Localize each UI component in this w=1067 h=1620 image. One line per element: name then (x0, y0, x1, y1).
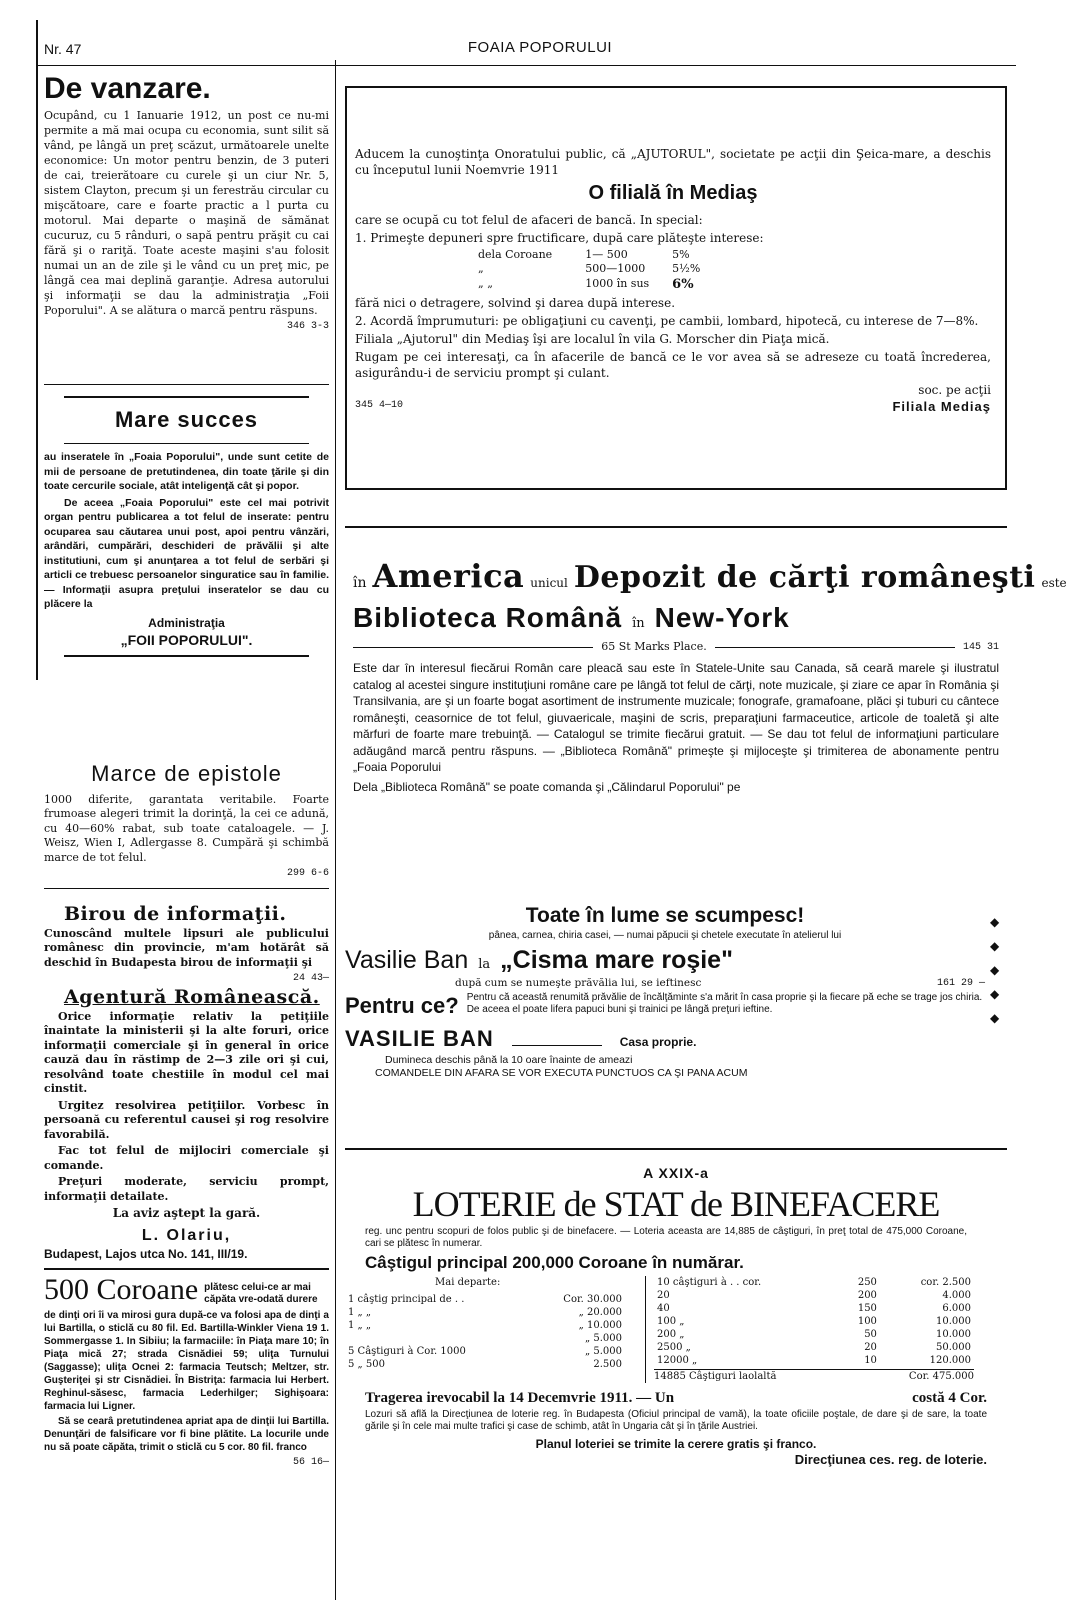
prize-cell: cor. 2.500 (920, 1277, 971, 1289)
coroane-side: plătesc celui-ce ar mai căpăta vre-odată durere (204, 1282, 318, 1305)
prize-cell: 250 (857, 1277, 877, 1289)
depozit-text: Depozit de cărţi româneşti (573, 560, 1036, 595)
loterie-info: Lozuri să află la Direcţiunea de loterie reg. în Budapesta (Oficiul principal de vamă), la toate oficiile poştale, de dare şi de sare, la toate gările şi în cele mai multe trafici şi case de schimb, atât în Ungaria cât şi în ţările Austriei. (365, 1408, 987, 1432)
coroane-body2: Să se cearâ pretutindenea apriat apa de dinţii lui Bartilla. Denunţări de falsificare vor fi bine plătite. La locurile unde nu să poate căpăta, trimit o sticlă cu 5 cor. 80 fil. franco (44, 1416, 329, 1453)
prize-cell: Cor. 30.000 (563, 1294, 622, 1306)
coroane-ad (44, 1274, 329, 1469)
birou-ref: 24 43— (292, 973, 329, 985)
cell: 5% (672, 248, 690, 261)
prize-cell: 40 (657, 1303, 670, 1315)
loterie-plan: Planul loteriei se trimite la cerere gratis şi franco. (535, 1436, 817, 1451)
cell: „ (478, 262, 484, 276)
ajutorul-headline: O filială în Mediaş (588, 182, 758, 204)
vasilie-ban-caps: VASILIE BAN (345, 1026, 494, 1052)
biblioteca-banner (353, 556, 1067, 598)
loterie-cost: costă 4 Cor. (912, 1390, 987, 1407)
ajutorul-item1: 1. Primeşte depuneri spre fructificare, după care plăteşte interese: (355, 231, 764, 245)
prize-cell: 10.000 (936, 1329, 971, 1341)
birou-ad (44, 902, 329, 1262)
diamond-ornaments (990, 910, 999, 1030)
pentru-ce: Pentru ce? (345, 993, 459, 1019)
interest-table (475, 248, 703, 293)
diamond-icon: ◆ (990, 939, 1000, 953)
ajutorul-item2: 2. Acordă împrumuturi: pe obligaţiuni cu cavenţi, pe cambii, lombard, hipotecă, cu interese de 7—8%. (355, 314, 979, 329)
cell: 1000 în sus (585, 276, 650, 290)
mare-succes-p2: De aceea „Foaia Poporului" este cel mai potrivit organ pentru publicarea a tot felul de inserate: pentru ocuparea sau căutarea unui post, apoi pentru vânzări, arândări, cumpărări, deschideri de prăvălii şi alte institutiuni, cum şi anunţarea a tot felul de serbări şi articli ce trebuesc persoanelor singuratice sau în familie. — Informaţii asupra preţului inseratelor se dau cu plăcere la (44, 496, 329, 610)
line (715, 647, 955, 648)
divider (345, 1148, 1007, 1150)
prize-cell: 6.000 (942, 1303, 971, 1315)
prize-row (654, 1328, 974, 1341)
diamond-icon: ◆ (990, 963, 1000, 977)
ajutorul-sig2: Filiala Mediaş (892, 399, 991, 415)
prize-cell: 200 (857, 1290, 877, 1302)
de-vanzare-ad (44, 72, 329, 333)
prize-cell: 120.000 (929, 1355, 971, 1367)
ajutorul-line2: care se ocupă cu tot felul de afaceri de bancă. In special: (355, 213, 703, 227)
marce-ref: 299 6-6 (286, 868, 329, 880)
scumpesc-line3: Pentru că această renumită prăvălie de încălţăminte s'a mărit în casa proprie şi la fiecare pă eche se trage jos chiria. De aceea el poate lifera papuci buni şi trainici pe lângă preţuri ieftine. (466, 992, 983, 1016)
loterie-left (345, 1276, 635, 1383)
prize-cell: „ 5.000 (585, 1346, 622, 1358)
birou-p1: Cunoscând multele lipsuri ale publicului românesc din provincie, m'am hotărât să deschid în Budapesta birou de informaţii şi (44, 926, 329, 969)
mare-succes-title: Mare succes (114, 407, 259, 432)
loterie-top: A XXIX-a (643, 1165, 709, 1181)
birou-p5: Preţuri moderate, serviciu prompt, informaţii detailate. (44, 1175, 329, 1203)
birou-name: L. Olariu, (141, 1226, 232, 1244)
birou-p6: La aviz aştept la gară. (112, 1206, 261, 1221)
mare-succes-admin1: Administraţia (148, 615, 225, 630)
ajutorul-ref: 345 4—10 (355, 400, 404, 412)
prize-cell: 200 „ (657, 1329, 685, 1341)
prize-row (345, 1332, 625, 1345)
coroane-header (44, 1274, 329, 1306)
marce-body: 1000 diferite, garantata veritabile. Foarte frumoase alegeri trimit la dorinţă, la cei ce adună, cu 40—60% rabat, sub toate cataloagele. — J. Weisz, Wien I, Adlergasse 8. Cumpără şi schimbă marce de tot felul. (44, 792, 329, 864)
ajutorul-line5: Rugam pe cei interesaţi, ca în afacerile de bancă ce le vor avea să se adreseze cu toată încrederea, asigurându-i de serviciu prompt şi culant. (355, 350, 991, 381)
prize-cell: 50.000 (936, 1342, 971, 1354)
prize-row (654, 1315, 974, 1328)
prize-cell: 100 „ (657, 1316, 685, 1328)
divider (44, 888, 329, 889)
prize-cell: „ 10.000 (578, 1320, 622, 1332)
de-vanzare-title: De vanzare. (44, 72, 211, 105)
prize-cell: 5 „ 500 (348, 1359, 385, 1371)
cell: 5½% (672, 262, 701, 276)
column-rule (335, 60, 336, 1600)
prize-row (654, 1302, 974, 1315)
in-text: în (353, 575, 367, 591)
left-prize-table (345, 1293, 625, 1371)
cell: „ „ (478, 276, 493, 290)
loterie-draw: Tragerea irevocabil la 14 Decemvrie 1911. — Un (365, 1390, 675, 1407)
prize-cell: 10 câştiguri à . . cor. (657, 1277, 762, 1289)
de-vanzare-ref: 346 3-3 (286, 321, 329, 332)
biblioteca-ad (345, 526, 1067, 886)
america-text: America (372, 557, 525, 595)
biblioteca-title-row (353, 600, 999, 636)
prize-cell: 50 (864, 1329, 877, 1341)
birou-p3: Urgitez resolvirea petiţiilor. Vorbesc în persoană cu referentul causei şi rog resolvire favorabilă. (44, 1098, 329, 1141)
scumpesc-name2-row (345, 1025, 985, 1054)
biblioteca-body: Este dar în interesul fiecărui Român care pleacă sau este în Statele-Unite sau Canada, să ceară marele şi ilustratul catalog al acestei singure instituţiuni române care pe lângă tot felul de cărţi, note muzicale, şi ziare ce apar în România şi Transilvania, are şi un foarte bogat asortiment de instrumente muzicale; fonografe, gramafoane, plăci şi tuburi cu cântece româneşti, ceasornice de tot felul, giuvaericale, maşini de scris, preparaţiuni farmaceutice, articole de toaletă şi alte mărfuri de foarte mare trebuinţă. — Catalogul se trimite fiecărui gratuit. — Se dau tot felul de informaţiuni particulare adăugând marcă pentru răspuns. — „Biblioteca Română" primeşte şi mijloceşte şi trimiterea de abonamente pentru „Foaia Poporului (353, 661, 999, 775)
mare-succes-ad (44, 396, 329, 657)
scumpesc-line4: Dumineca deschis până la 10 oare înainte de ameazi (385, 1053, 633, 1066)
right-prize-table (654, 1276, 974, 1367)
coroane-big: 500 Coroane (44, 1273, 199, 1306)
scumpesc-pentru-row (345, 992, 985, 1021)
coroane-ref: 56 16— (292, 1457, 329, 1468)
prize-cell (345, 1332, 529, 1345)
prize-cell: 10 (864, 1355, 877, 1367)
mare-succes-header (64, 396, 309, 444)
prize-row (345, 1306, 625, 1319)
cell: 1— 500 (585, 248, 628, 261)
scumpesc-line2: după cum se numeşte prăvălia lui, se ieftinesc (455, 976, 702, 989)
cell: 500—1000 (585, 262, 646, 276)
birou-title2: Agentură Românească. (64, 986, 320, 1009)
scumpesc-title: Toate în lume se scumpesc! (525, 904, 805, 927)
birou-title: Birou de informaţii. (64, 903, 287, 925)
page-number: Nr. 47 (44, 41, 82, 57)
prize-cell: 10.000 (936, 1316, 971, 1328)
line (353, 647, 593, 648)
scumpesc-ref: 161 29 — (936, 977, 985, 989)
prize-cell: 5 Câştiguri à Cor. 1000 (348, 1346, 466, 1358)
diamond-icon: ◆ (990, 915, 1000, 929)
prize-row (654, 1289, 974, 1302)
casa-proprie: Casa proprie. (619, 1035, 697, 1050)
total-label: 14885 Câştiguri laolaltă (654, 1371, 777, 1383)
mare-succes-admin2: „FOII POPORULUI". (120, 632, 253, 649)
prize-cell: 1 câştig principal de . . (348, 1294, 465, 1306)
mare-succes-p1: au inseratele în „Foaia Poporului", unde sunt cetite de mii de persoane de pretutindenea, din toate ţările şi din toate cercurile sociale, atât inteligenţă cât şi popor. (44, 451, 329, 492)
scumpesc-line2-row (345, 977, 985, 991)
prize-cell: 1 „ „ (348, 1307, 372, 1319)
biblioteca-last: Dela „Biblioteca Română" se poate comanda şi „Călindarul Poporului" pe (353, 779, 741, 794)
loterie-ad (345, 1164, 1007, 1469)
prize-cell: 2500 „ (657, 1342, 691, 1354)
ajutorul-intro: Aducem la cunoştinţa Onoratului public, că „AJUTORUL", societate pe acţii din Şeica-mare, a deschis cu începutul lunii Noemvrie 1911 (355, 147, 991, 177)
de-vanzare-body: Ocupând, cu 1 Ianuarie 1912, un post ce nu-mi permite a mă mai ocupa cu economia, sunt silit să vând, pe lângă un preţ scăzut, următoarele unelte economice: Un motor pentru benzin, de 3 puteri de cai, treierătoare cu curele şi un ciur Nr. 5, sistem Clayton, precum şi un ferestrău circular cu mişcătoare, care e foarte practic a l purta cu motorul. Mai departe o maşină de sămănat cucuruz, cu 5 rânduri, o sapă pentru prăşit cu cai fără şi o rariţă. Toate aceste maşini s'au folosit numai un an de zile şi le vând cu un preţ mic, pe lângă cea mai deplină garanţie. Adresa autorului şi informaţii se dau la administraţia „Foii Poporului". A se alătura o marcă pentru răspuns. (44, 109, 329, 317)
loterie-right (645, 1276, 985, 1383)
scumpesc-name-row (345, 944, 985, 977)
prize-row (345, 1345, 625, 1358)
line (512, 1045, 602, 1046)
prize-row (345, 1319, 625, 1332)
scumpesc-line5: COMANDELE DIN AFARA SE VOR EXECUTA PUNCTUOS CA ŞI PANA ACUM (375, 1067, 748, 1080)
birou-p2: Orice informaţie relativ la petiţiile înaintate la ministerii şi la alte foruri, orice informaţii comerciale şi în general în orice cauză dau în răstimp de 2—3 zile ori şi cui, resolvând toate chestiile în modul cel mai cinstit. (44, 1009, 329, 1096)
marce-ad (44, 760, 329, 880)
mare-succes-footer-rule (64, 655, 309, 657)
in2-text: în (632, 615, 645, 631)
prize-cell: 100 (857, 1316, 877, 1328)
paper-title: FOAIA POPORULUI (467, 39, 613, 56)
ajutorul-line4: Filiala „Ajutorul" din Mediaş îşi are localul în vila G. Morscher din Piaţa mică. (355, 332, 830, 347)
prize-cell: 150 (857, 1303, 877, 1315)
prize-cell: 1 „ „ (348, 1320, 372, 1332)
coroane-body: de dinţi ori îi va mirosi gura după-ce va folosi apa de dinţi a lui Bartilla, o sticlă cu 80 fil. Ed. Bartilla-Winkler Viena 19 1. Sommergasse 1. In Sibiiu; la farmaciile: în Piaţa mare 10; în Piaţa mică 27; strada Cisnădiei 59; uliţa Turnului (Saggasse); uliţa Ocnei 2: farmacia Teutsch; Meltzer, str. Guşteriţei şi str Cisnădiei. În Bistriţa: farmacia lui Herbert. Reghinul-săsesc, farmacia Lederhilger; Sighişoara: farmacia lui Ligner. (44, 1310, 329, 1412)
la-text: la (478, 957, 491, 973)
diamond-icon: ◆ (990, 987, 1000, 1001)
ajutorul-footer (355, 399, 991, 416)
interest-row (475, 277, 703, 294)
loterie-dir: Direcţiunea ces. reg. de loterie. (794, 1452, 987, 1468)
total-value: Cor. 475.000 (908, 1371, 974, 1383)
prize-cell: „ 20.000 (578, 1307, 622, 1319)
loterie-prize: Câştigul principal 200,000 Coroane în numărar. (365, 1253, 744, 1273)
prize-cell: 12000 „ (657, 1355, 698, 1367)
diamond-icon: ◆ (990, 1011, 1000, 1025)
vasilie-ban: Vasilie Ban (345, 946, 469, 975)
birou-p4: Fac tot felul de mijlociri comerciale şi comande. (44, 1144, 329, 1172)
loterie-title: LOTERIE de STAT de BINEFACERE (412, 1184, 940, 1225)
loterie-tables (345, 1276, 1007, 1383)
prize-cell: 20 (657, 1290, 670, 1302)
loterie-draw-row (345, 1389, 1007, 1409)
ajutorul-ad (345, 86, 1007, 490)
biblioteca-title: Biblioteca Română (353, 601, 623, 633)
scumpesc-ad (345, 902, 985, 1081)
loterie-total (654, 1369, 974, 1383)
ajutorul-line3: fără nici o detragere, solvind şi darea după interese. (355, 296, 676, 311)
birou-address: Budapest, Lajos utca No. 141, III/19. (44, 1246, 248, 1261)
interest-row (475, 248, 703, 262)
prize-row (345, 1293, 625, 1306)
left-margin-rule (36, 20, 38, 680)
prize-row (654, 1276, 974, 1289)
divider (44, 1268, 329, 1270)
scumpesc-line1: pânea, carnea, chiria casei, — numai păpucii şi chetele executate în atelierul lui (488, 930, 842, 942)
prize-row (654, 1354, 974, 1367)
prize-cell: 2.500 (593, 1359, 622, 1371)
loterie-intro: reg. unc pentru scopuri de folos public şi de binefacere. — Loteria aceasta are 14,885 de câştiguri, în preţ total de 475,000 Coroane, cari se plătesc în numerar. (365, 1226, 967, 1250)
prize-cell: 4.000 (942, 1290, 971, 1302)
prize-row (345, 1358, 625, 1371)
ajutorul-sig1: soc. pe acţii (918, 383, 991, 398)
biblioteca-address: 65 St Marks Place. (601, 639, 707, 653)
mai-departe: Mai departe: (435, 1277, 501, 1289)
prize-cell: „ 5.000 (585, 1333, 622, 1345)
divider (44, 384, 329, 385)
biblioteca-ref: 145 31 (962, 641, 999, 653)
biblioteca-address-row (353, 640, 999, 654)
cell: 6% (672, 276, 694, 292)
new-york-text: New-York (654, 601, 790, 633)
header-rule (36, 65, 1016, 66)
prize-row (654, 1341, 974, 1354)
cell: dela Coroane (478, 248, 553, 261)
este-text: este (1041, 576, 1067, 590)
cisma-mare: „Cisma mare roşie" (500, 946, 733, 975)
interest-row (475, 262, 703, 276)
unicul-text: unicul (530, 576, 568, 590)
marce-title: Marce de epistole (91, 761, 282, 786)
prize-cell: 20 (864, 1342, 877, 1354)
